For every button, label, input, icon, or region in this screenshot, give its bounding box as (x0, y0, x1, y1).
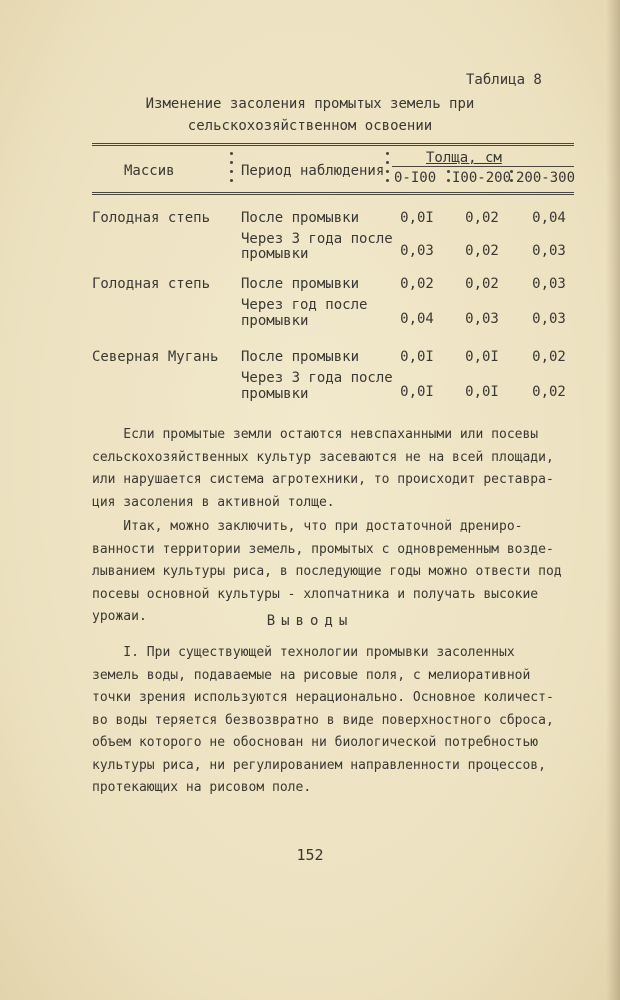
text-line: во воды теряется безвозвратно в виде поверхностного сброса, (92, 712, 554, 728)
header-depth-100-200: I00-200 (452, 170, 512, 186)
table-title-line-2: сельскохозяйственном освоении (187, 118, 433, 134)
table-cell-value: 0,03 (400, 243, 434, 259)
table-cell-value: 0,02 (465, 210, 499, 226)
paragraph-1 (92, 424, 592, 514)
table-title-line-1: Изменение засоления промытых земель при (145, 96, 475, 112)
text-line: ванности территории земель, промытых с одновременным возде- (92, 541, 554, 557)
table-cell-value: 0,0I (400, 349, 434, 365)
table-cell-value: 0,03 (532, 276, 566, 292)
table-label: Таблица 8 (466, 72, 542, 88)
header-depth-0-100: 0-I00 (394, 170, 437, 186)
table-cell-value: 0,0I (400, 384, 434, 400)
table-cell-value: 0,0I (400, 210, 434, 226)
thickness-underline (392, 166, 574, 167)
table-cell-period: После промывки (241, 349, 360, 365)
table-cell-value: 0,03 (532, 243, 566, 259)
text-line: Итак, можно заключить, что при достаточной дрениро- (92, 519, 523, 534)
table-cell-value: 0,04 (400, 311, 434, 327)
text-line: сельскохозяйственных культур засеваются не на всей площади, (92, 449, 554, 465)
table-cell-massive: Голодная степь (92, 276, 211, 292)
text-line: объем которого не обоснован ни биологической потребностью (92, 735, 539, 750)
table-cell-value: 0,02 (465, 243, 499, 259)
conclusions-heading: Выводы (266, 613, 354, 629)
table-cell-period: После промывки (241, 210, 360, 226)
table-cell-value: 0,04 (532, 210, 566, 226)
text-line: или нарушается система агротехники, то происходит реставра- (92, 472, 554, 487)
table-cell-period: Через 3 года после (241, 370, 393, 386)
header-separator (447, 170, 451, 188)
header-thickness: Толща, см (426, 150, 502, 166)
text-line: земель воды, подаваемые на рисовые поля, с мелиоративной (92, 667, 531, 683)
header-separator (386, 152, 390, 188)
header-depth-200-300: 200-300 (516, 170, 576, 186)
table-cell-period: промывки (241, 386, 309, 402)
page-number: 152 (296, 846, 324, 864)
table-cell-period: промывки (241, 313, 309, 329)
text-line: ция засоления в активной толще. (92, 494, 335, 510)
header-massive: Массив (124, 163, 175, 179)
header-period: Период наблюдения (241, 163, 385, 179)
table-cell-value: 0,03 (532, 311, 566, 327)
table-cell-value: 0,02 (465, 276, 499, 292)
table-header-bottom-rule (92, 192, 574, 195)
table-top-rule (92, 143, 574, 146)
table-cell-period: Через 3 года после (241, 231, 393, 247)
paragraph-2 (92, 516, 592, 629)
table-cell-value: 0,0I (465, 384, 499, 400)
table-cell-value: 0,02 (400, 276, 434, 292)
text-line: урожаи. (92, 609, 147, 624)
paragraph-3 (92, 642, 592, 800)
table-cell-massive: Северная Мугань (92, 349, 219, 365)
table-cell-massive: Голодная степь (92, 210, 211, 226)
header-separator (230, 152, 234, 188)
text-line: Если промытые земли остаются невспаханными или посевы (92, 427, 539, 442)
table-cell-value: 0,0I (465, 349, 499, 365)
table-cell-period: После промывки (241, 276, 360, 292)
table-cell-value: 0,02 (532, 349, 566, 365)
text-line: точки зрения используются нерационально. Основное количест- (92, 690, 554, 705)
text-line: лыванием культуры риса, в последующие годы можно отвести под (92, 564, 562, 579)
table-cell-value: 0,03 (465, 311, 499, 327)
text-line: посевы основной культуры - хлопчатника и получать высокие (92, 586, 539, 602)
text-line: протекающих на рисовом поле. (92, 780, 312, 795)
table-cell-period: промывки (241, 246, 309, 262)
text-line: I. При существующей технологии промывки засоленных (92, 645, 515, 660)
table-cell-value: 0,02 (532, 384, 566, 400)
table-cell-period: Через год после (241, 297, 368, 313)
text-line: культуры риса, ни регулированием направленности процессов, (92, 757, 546, 773)
